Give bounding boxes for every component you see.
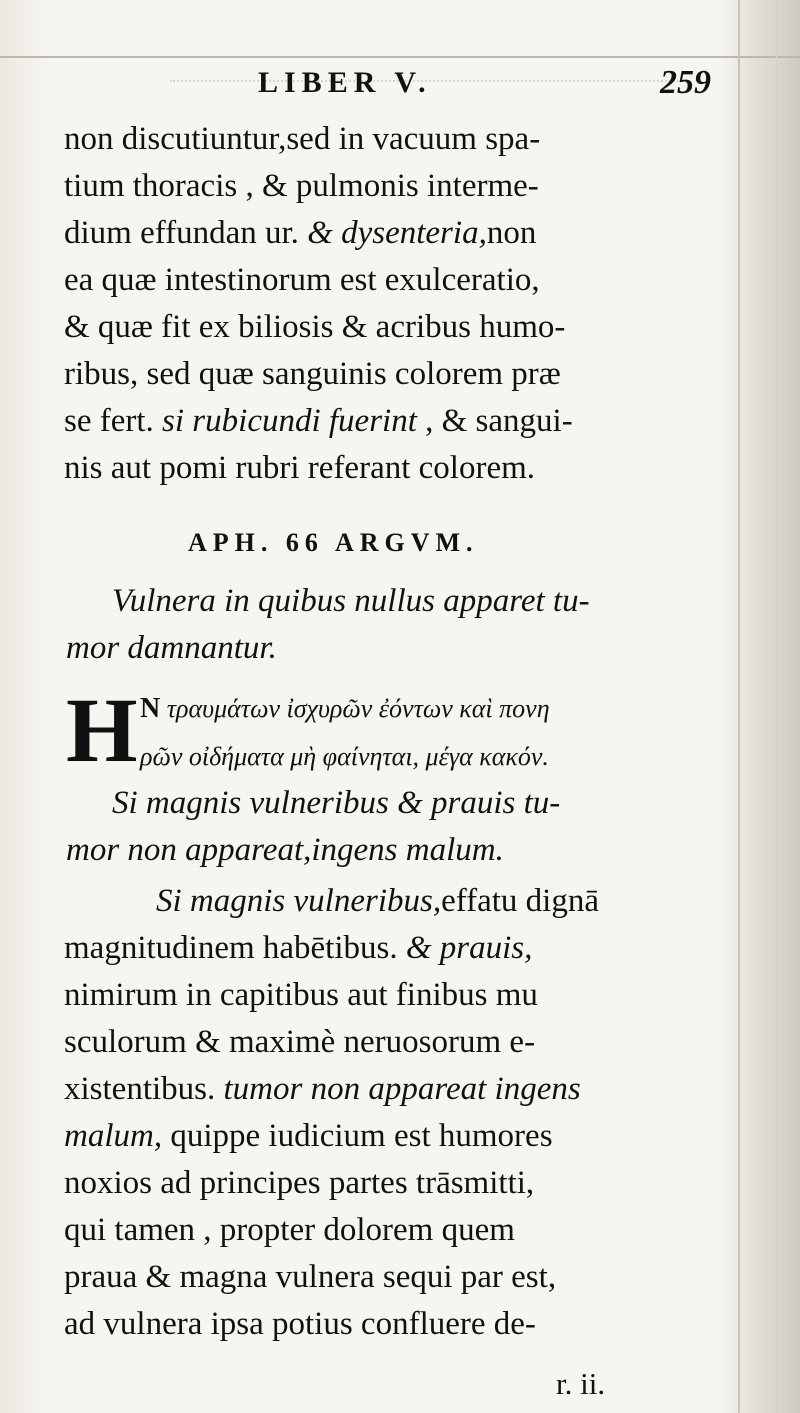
text-line: noxios ad principes partes trāsmitti,: [64, 1165, 535, 1201]
text-line: non discutiuntur,sed in vacuum spa-: [64, 121, 541, 157]
page-edge-rule: [0, 56, 800, 58]
aphorism-argument: [66, 578, 792, 672]
text-line: Si magnis vulneribus,effatu dignā: [156, 883, 599, 919]
text-line: magnitudinem habētibus. & prauis,: [64, 930, 533, 966]
text-block-continuation: [64, 116, 744, 492]
running-header: [0, 66, 800, 106]
text-line: xistentibus. tumor non appareat ingens: [64, 1071, 581, 1107]
text-line: tium thoracis , & pulmonis interme-: [64, 168, 539, 204]
text-line: nis aut pomi rubri referant colorem.: [64, 450, 536, 486]
page-number: 259: [660, 64, 711, 101]
running-title: LIBER V.: [258, 66, 432, 99]
aphorism-heading: APH. 66 ARGVM.: [188, 528, 479, 557]
text-line: ea quæ intestinorum est exulceratio,: [64, 262, 540, 298]
text-line: malum, quippe iudicium est humores: [64, 1118, 553, 1154]
greek-line: ρῶν οἰδήματα μὴ φαίνηται, μέγα κακόν.: [140, 742, 549, 771]
text-line: praua & magna vulnera sequi par est,: [64, 1259, 557, 1295]
text-line: dium effundan ur. & dysenteria,non: [64, 215, 537, 251]
text-line: sculorum & maximè neruosorum e-: [64, 1024, 536, 1060]
text-line: nimirum in capitibus aut finibus mu: [64, 977, 538, 1013]
page-edge-shadow: [776, 0, 777, 1413]
text-line: ribus, sed quæ sanguinis colorem præ: [64, 356, 561, 392]
text-line: se fert. si rubicundi fuerint , & sangui-: [64, 403, 573, 439]
text-line: ad vulnera ipsa potius confluere de-: [64, 1306, 536, 1342]
text-line: & quæ fit ex biliosis & acribus humo-: [64, 309, 566, 345]
aphorism-translation: [66, 780, 792, 874]
drop-cap: H: [66, 679, 138, 781]
text-line: Vulnera in quibus nullus apparet tu-: [112, 583, 590, 619]
catchword: r. ii.: [556, 1366, 606, 1401]
text-line: Si magnis vulneribus & prauis tu-: [112, 785, 561, 821]
text-line: mor damnantur.: [66, 630, 277, 666]
text-line: mor non appareat,ingens malum.: [66, 832, 504, 868]
commentary-block: [64, 878, 744, 1348]
greek-line: N τραυμάτων ἰσχυρῶν ἐόντων καὶ πονη: [140, 693, 550, 724]
text-line: qui tamen , propter dolorem quem: [64, 1212, 515, 1248]
